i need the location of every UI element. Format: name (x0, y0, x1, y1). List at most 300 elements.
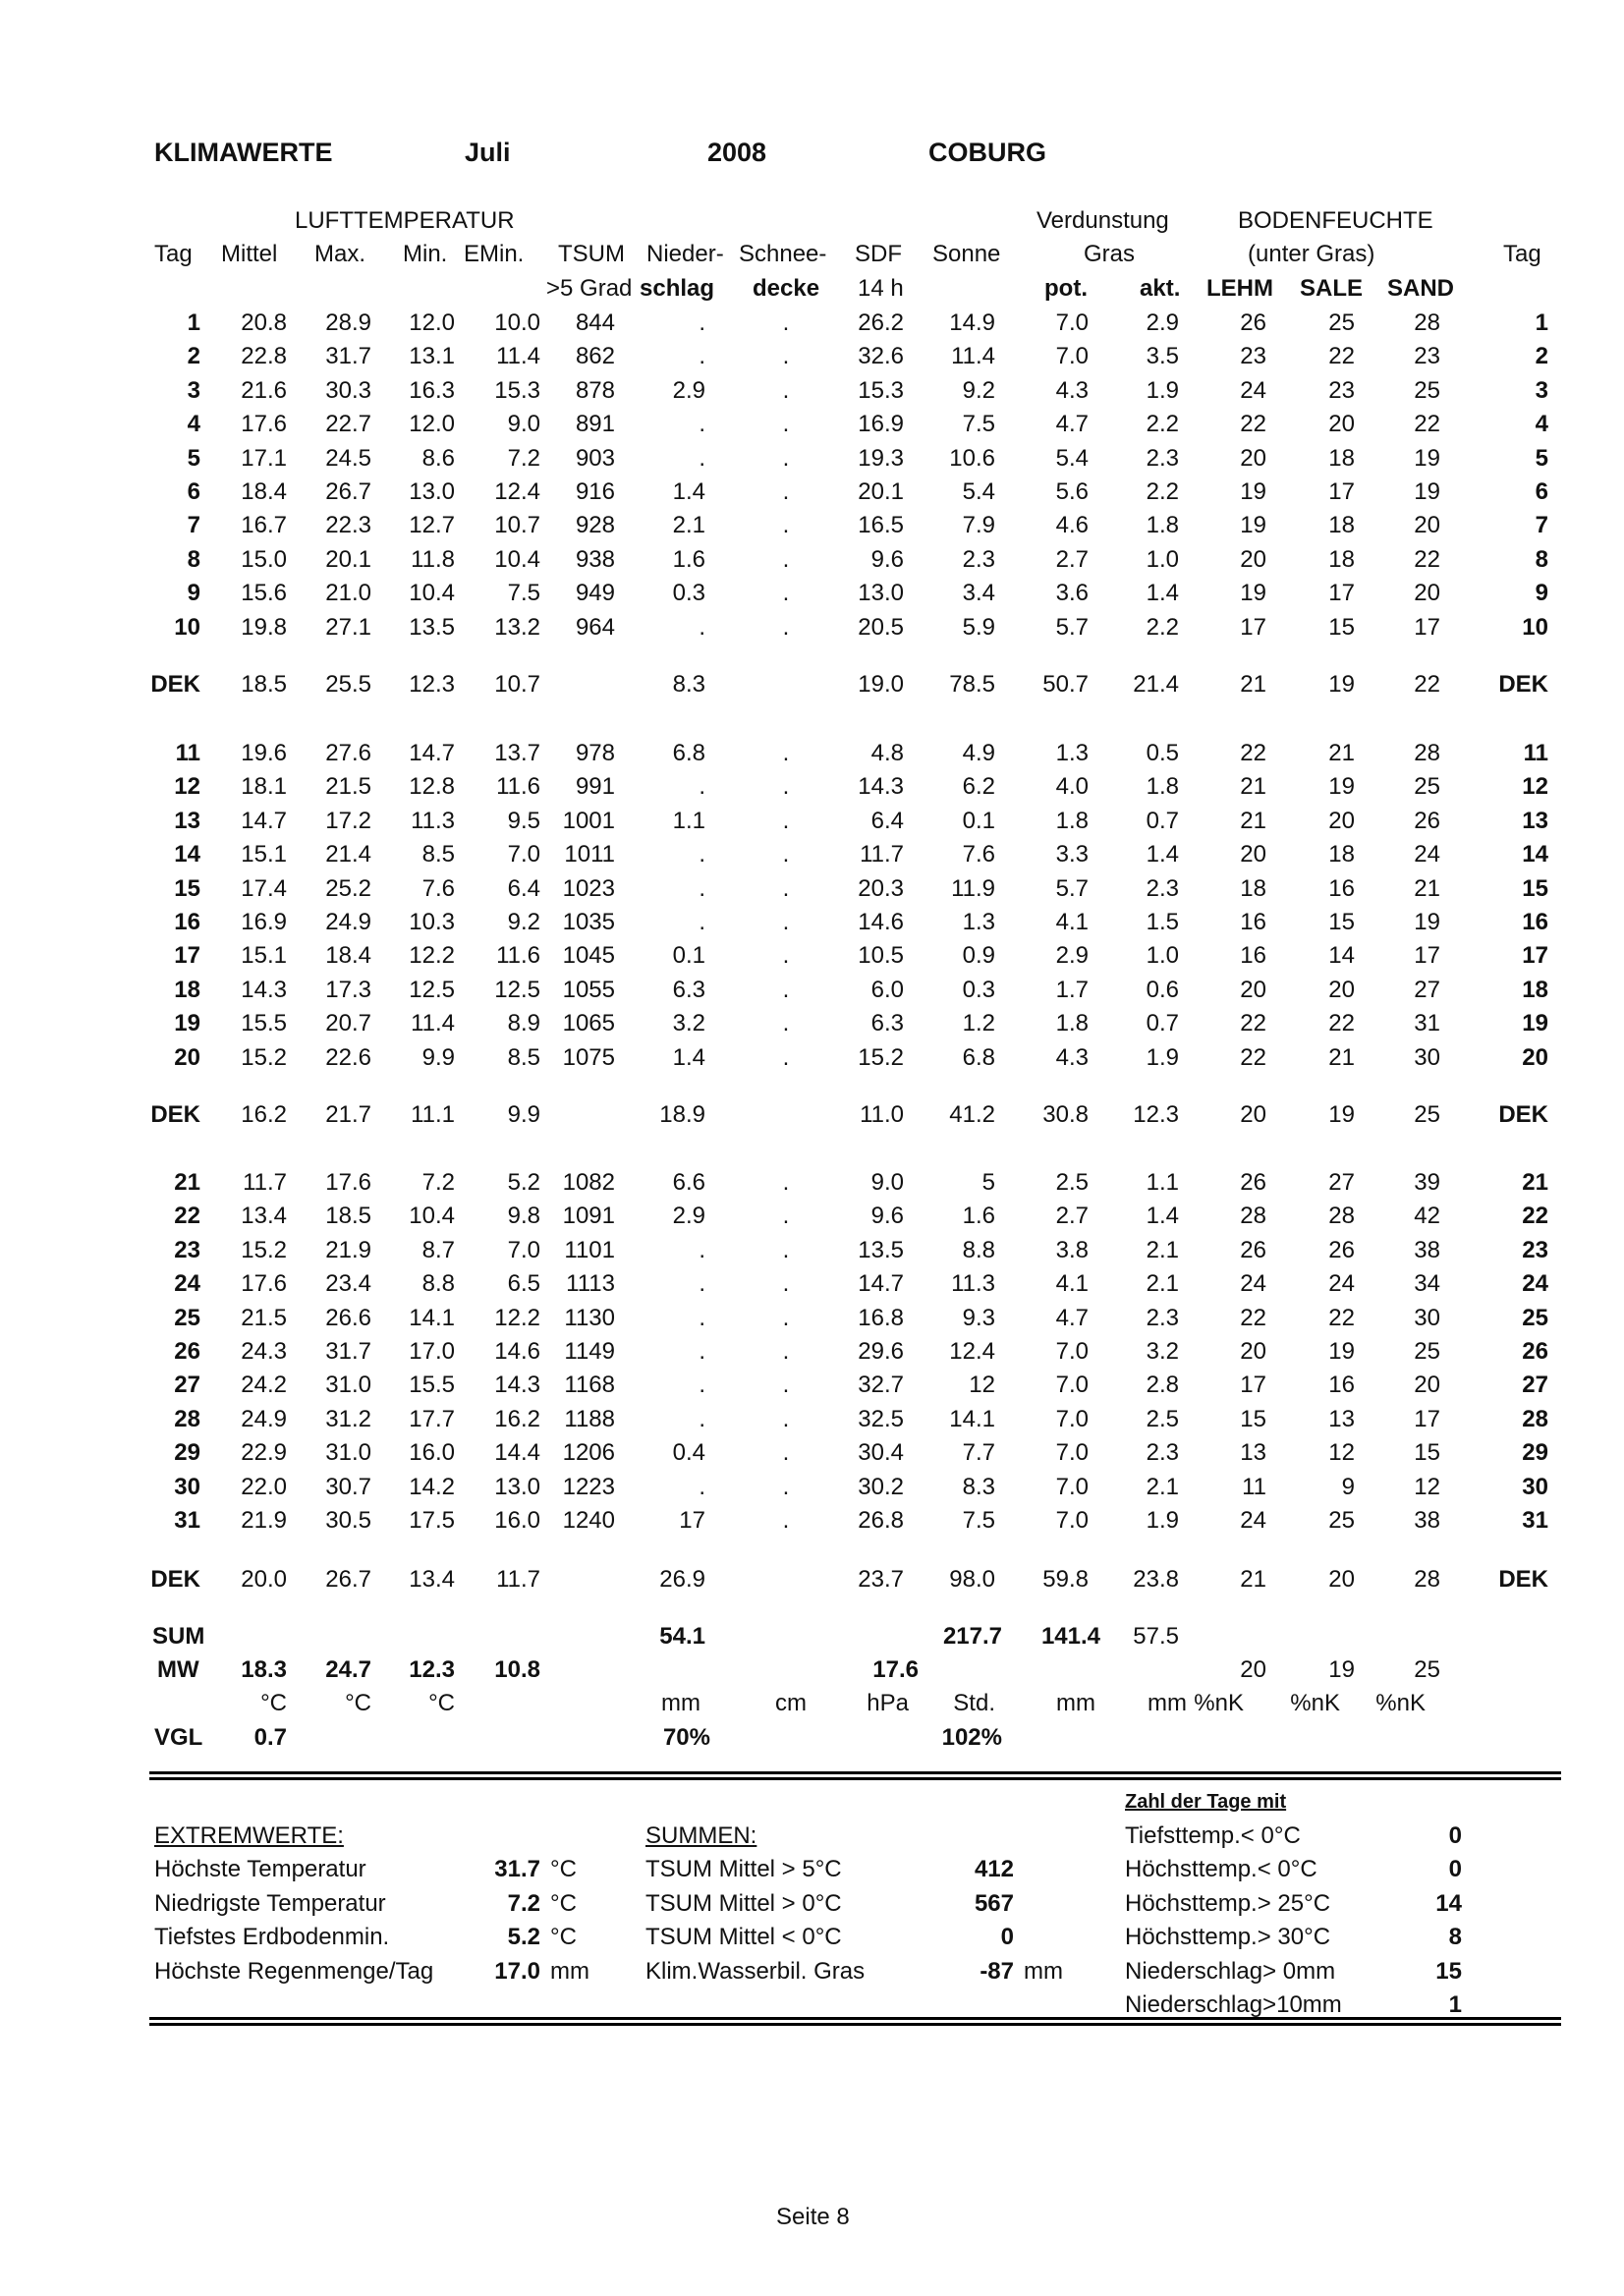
day-row-verd-pot: 7.0 (1055, 1372, 1089, 1399)
dekade-row-max: 25.5 (325, 671, 371, 698)
dekade-row-verd-akt: 12.3 (1133, 1101, 1179, 1128)
day-row-tag-right: 22 (1522, 1203, 1548, 1230)
summen-value: 0 (1000, 1924, 1014, 1951)
day-row-max: 22.3 (325, 512, 371, 539)
day-row-sonne: 7.9 (962, 512, 995, 539)
day-row-mittel: 21.9 (241, 1507, 287, 1534)
day-row-verd-pot: 4.6 (1055, 512, 1089, 539)
day-row-verd-pot: 2.5 (1055, 1169, 1089, 1196)
day-row-tsum: 891 (575, 411, 615, 438)
units-row-max: °C (345, 1690, 371, 1716)
day-row-mittel: 17.4 (241, 874, 287, 902)
day-row-niederschlag: . (699, 343, 705, 370)
day-row-sand: 34 (1414, 1270, 1440, 1298)
tage-value: 1 (1448, 1991, 1462, 2018)
day-row-verd-akt: 2.3 (1146, 1439, 1179, 1467)
day-row-verd-pot: 4.7 (1055, 411, 1089, 438)
day-row-emin: 9.2 (507, 909, 540, 935)
day-row-tag: 9 (187, 580, 200, 607)
day-row-emin: 16.2 (494, 1405, 540, 1432)
day-row-lehm: 18 (1240, 874, 1266, 902)
day-row-verd-akt: 2.3 (1146, 444, 1179, 472)
units-row-sonne: Std. (953, 1690, 995, 1716)
day-row-tag: 5 (187, 444, 200, 472)
day-row-verd-pot: 7.0 (1055, 343, 1089, 370)
day-row-min: 12.0 (409, 411, 455, 438)
day-row-sand: 17 (1414, 942, 1440, 970)
day-row-lehm: 28 (1240, 1203, 1266, 1230)
day-row-sonne: 7.7 (962, 1439, 995, 1467)
day-row-schneedecke: . (782, 1304, 790, 1331)
header-mittel: Mittel (221, 241, 278, 267)
day-row-tag: 1 (187, 309, 200, 336)
day-row-niederschlag: 0.1 (672, 942, 705, 970)
day-row-sonne: 5 (981, 1169, 995, 1196)
day-row-tag: 3 (187, 376, 200, 404)
tage-label: Tiefsttemp.< 0°C (1125, 1822, 1301, 1849)
day-row-tag: 13 (174, 807, 200, 834)
day-row-verd-akt: 2.3 (1146, 874, 1179, 902)
day-row-verd-pot: 4.3 (1055, 1043, 1089, 1071)
day-row-schneedecke: . (782, 1236, 790, 1263)
dekade-row-niederschlag: 26.9 (659, 1566, 705, 1593)
day-row-emin: 7.0 (507, 841, 540, 868)
mw-row-mittel: 18.3 (241, 1656, 287, 1683)
day-row-sdf: 9.0 (870, 1169, 904, 1196)
day-row-tsum: 1223 (562, 1473, 615, 1500)
dekade-row-lehm: 21 (1240, 1566, 1266, 1593)
day-row-max: 31.7 (325, 1338, 371, 1365)
mw-row-max: 24.7 (325, 1656, 371, 1683)
dekade-row-verd-akt: 21.4 (1133, 671, 1179, 698)
day-row-max: 17.6 (325, 1169, 371, 1196)
report-year: 2008 (707, 138, 767, 167)
day-row-niederschlag: . (699, 909, 705, 935)
day-row-sand: 19 (1414, 478, 1440, 505)
day-row-niederschlag: . (699, 773, 705, 801)
day-row-schneedecke: . (782, 976, 790, 1003)
day-row-niederschlag: 6.6 (672, 1169, 705, 1196)
day-row-niederschlag: . (699, 1338, 705, 1365)
day-row-sale: 19 (1328, 773, 1355, 801)
tage-value: 0 (1448, 1822, 1462, 1849)
day-row-mittel: 21.6 (241, 376, 287, 404)
day-row-mittel: 18.4 (241, 478, 287, 505)
day-row-tag: 19 (174, 1010, 200, 1037)
day-row-lehm: 22 (1240, 1043, 1266, 1071)
vgl-row-mittel: 0.7 (253, 1724, 287, 1751)
day-row-tsum: 1130 (564, 1304, 615, 1331)
day-row-lehm: 16 (1240, 909, 1266, 935)
day-row-sale: 19 (1328, 1338, 1355, 1365)
day-row-sale: 17 (1328, 478, 1355, 505)
day-row-schneedecke: . (782, 545, 790, 573)
day-row-emin: 14.3 (494, 1372, 540, 1399)
day-row-verd-pot: 2.7 (1055, 545, 1089, 573)
day-row-max: 31.0 (325, 1439, 371, 1467)
day-row-min: 12.7 (409, 512, 455, 539)
vgl-row-sonne: 102% (941, 1724, 1002, 1751)
extremwerte-value: 5.2 (507, 1924, 540, 1951)
day-row-tsum: 938 (575, 545, 615, 573)
day-row-niederschlag: . (699, 411, 705, 438)
day-row-min: 8.7 (421, 1236, 455, 1263)
day-row-tsum: 1206 (562, 1439, 615, 1467)
day-row-max: 30.5 (325, 1507, 371, 1534)
day-row-verd-pot: 4.3 (1055, 376, 1089, 404)
dekade-row-verd-pot: 30.8 (1042, 1101, 1089, 1128)
day-row-sdf: 16.8 (858, 1304, 904, 1331)
tage-value: 0 (1448, 1856, 1462, 1883)
day-row-sdf: 11.7 (860, 841, 904, 868)
day-row-mittel: 24.3 (241, 1338, 287, 1365)
tage-label: Höchsttemp.< 0°C (1125, 1856, 1317, 1883)
day-row-sdf: 32.7 (858, 1372, 904, 1399)
day-row-min: 11.3 (411, 807, 455, 834)
day-row-verd-pot: 2.9 (1055, 942, 1089, 970)
dekade-row-tag: DEK (150, 1101, 200, 1128)
day-row-schneedecke: . (782, 1507, 790, 1534)
day-row-lehm: 17 (1240, 1372, 1266, 1399)
day-row-niederschlag: . (699, 874, 705, 902)
day-row-sonne: 2.3 (962, 545, 995, 573)
day-row-max: 21.0 (325, 580, 371, 607)
day-row-schneedecke: . (782, 411, 790, 438)
dekade-row-niederschlag: 8.3 (672, 671, 705, 698)
mw-row-min: 12.3 (409, 1656, 455, 1683)
day-row-schneedecke: . (782, 1203, 790, 1230)
day-row-max: 31.2 (325, 1405, 371, 1432)
day-row-max: 22.6 (325, 1043, 371, 1071)
day-row-tag-right: 17 (1522, 942, 1548, 970)
dekade-row-sdf: 23.7 (858, 1566, 904, 1593)
day-row-mittel: 18.1 (241, 773, 287, 801)
dekade-row-lehm: 20 (1240, 1101, 1266, 1128)
units-row-verd-pot: mm (1056, 1690, 1095, 1716)
header-gras: Gras (1084, 241, 1136, 267)
units-row-min: °C (428, 1690, 455, 1716)
day-row-sale: 20 (1328, 411, 1355, 438)
dekade-row-min: 12.3 (409, 671, 455, 698)
day-row-tag-right: 29 (1522, 1439, 1548, 1467)
day-row-min: 12.0 (409, 309, 455, 336)
day-row-sdf: 10.5 (858, 942, 904, 970)
day-row-min: 11.4 (411, 1010, 455, 1037)
day-row-sale: 15 (1328, 909, 1355, 935)
header-sdf-sub: 14 h (858, 275, 904, 302)
header-schnee: Schnee- (739, 241, 827, 267)
day-row-min: 15.5 (409, 1372, 455, 1399)
day-row-schneedecke: . (782, 740, 790, 766)
dekade-row-sonne: 98.0 (949, 1566, 995, 1593)
day-row-max: 22.7 (325, 411, 371, 438)
day-row-emin: 13.7 (494, 740, 540, 766)
day-row-verd-pot: 7.0 (1055, 1473, 1089, 1500)
day-row-verd-akt: 0.5 (1146, 740, 1179, 766)
day-row-sand: 20 (1414, 1372, 1440, 1399)
header-tsum: TSUM (558, 241, 625, 267)
day-row-tsum: 916 (575, 478, 615, 505)
day-row-sdf: 26.2 (858, 309, 904, 336)
day-row-verd-akt: 1.4 (1146, 1203, 1179, 1230)
day-row-mittel: 15.2 (241, 1236, 287, 1263)
dekade-row-niederschlag: 18.9 (659, 1101, 705, 1128)
day-row-sonne: 14.1 (949, 1405, 995, 1432)
day-row-mittel: 22.8 (241, 343, 287, 370)
day-row-niederschlag: 0.3 (672, 580, 705, 607)
day-row-emin: 10.4 (494, 545, 540, 573)
day-row-verd-akt: 0.7 (1146, 807, 1179, 834)
day-row-tag-right: 27 (1522, 1372, 1548, 1399)
day-row-emin: 12.4 (494, 478, 540, 505)
day-row-sand: 25 (1414, 1338, 1440, 1365)
day-row-tag-right: 8 (1535, 545, 1548, 573)
day-row-verd-akt: 1.0 (1146, 942, 1179, 970)
day-row-tsum: 1001 (562, 807, 615, 834)
day-row-verd-pot: 5.7 (1055, 613, 1089, 641)
day-row-lehm: 21 (1240, 773, 1266, 801)
day-row-tag-right: 12 (1522, 773, 1548, 801)
day-row-verd-pot: 7.0 (1055, 309, 1089, 336)
day-row-schneedecke: . (782, 1405, 790, 1432)
day-row-sale: 18 (1328, 841, 1355, 868)
day-row-tag-right: 7 (1535, 512, 1548, 539)
day-row-lehm: 19 (1240, 478, 1266, 505)
header-verdunstung: Verdunstung (1036, 207, 1169, 234)
day-row-max: 23.4 (325, 1270, 371, 1298)
report-month: Juli (465, 138, 511, 167)
day-row-tag-right: 18 (1522, 976, 1548, 1003)
day-row-verd-akt: 2.1 (1146, 1473, 1179, 1500)
mw-row-lehm: 20 (1240, 1656, 1266, 1683)
day-row-mittel: 19.8 (241, 613, 287, 641)
day-row-sdf: 26.8 (858, 1507, 904, 1534)
day-row-min: 7.2 (421, 1169, 455, 1196)
day-row-sale: 24 (1328, 1270, 1355, 1298)
day-row-min: 8.8 (421, 1270, 455, 1298)
day-row-tsum: 1168 (564, 1372, 615, 1399)
sum-row-verd-akt: 57.5 (1133, 1623, 1179, 1650)
day-row-tag-right: 25 (1522, 1304, 1548, 1331)
day-row-emin: 13.0 (494, 1473, 540, 1500)
day-row-sonne: 11.4 (951, 343, 995, 370)
day-row-emin: 6.4 (507, 874, 540, 902)
day-row-tsum: 978 (575, 740, 615, 766)
day-row-verd-akt: 1.4 (1146, 841, 1179, 868)
dekade-row-sand: 25 (1414, 1101, 1440, 1128)
day-row-lehm: 20 (1240, 841, 1266, 868)
day-row-min: 7.6 (421, 874, 455, 902)
extremwerte-label: Höchste Temperatur (154, 1856, 366, 1883)
day-row-lehm: 24 (1240, 1270, 1266, 1298)
day-row-sale: 15 (1328, 613, 1355, 641)
day-row-sonne: 10.6 (949, 444, 995, 472)
day-row-sdf: 13.0 (858, 580, 904, 607)
day-row-verd-pot: 3.6 (1055, 580, 1089, 607)
day-row-tag-right: 15 (1522, 874, 1548, 902)
header-sale: SALE (1300, 275, 1364, 302)
day-row-emin: 5.2 (507, 1169, 540, 1196)
day-row-emin: 9.0 (507, 411, 540, 438)
day-row-emin: 7.2 (507, 444, 540, 472)
extremwerte-value: 7.2 (507, 1889, 540, 1917)
day-row-min: 9.9 (421, 1043, 455, 1071)
day-row-sonne: 6.8 (962, 1043, 995, 1071)
day-row-min: 13.5 (409, 613, 455, 641)
day-row-niederschlag: 1.1 (672, 807, 705, 834)
day-row-sale: 12 (1328, 1439, 1355, 1467)
day-row-sale: 17 (1328, 580, 1355, 607)
day-row-verd-pot: 7.0 (1055, 1439, 1089, 1467)
day-row-niederschlag: . (699, 1372, 705, 1399)
day-row-verd-akt: 0.6 (1146, 976, 1179, 1003)
dekade-row-sale: 19 (1328, 1101, 1355, 1128)
day-row-sdf: 6.0 (870, 976, 904, 1003)
day-row-mittel: 17.6 (241, 411, 287, 438)
day-row-niederschlag: . (699, 1236, 705, 1263)
day-row-tag: 27 (174, 1372, 200, 1399)
day-row-sand: 15 (1414, 1439, 1440, 1467)
day-row-emin: 12.2 (494, 1304, 540, 1331)
day-row-sdf: 20.3 (858, 874, 904, 902)
day-row-tsum: 1055 (562, 976, 615, 1003)
header-nieder-sub: schlag (640, 275, 715, 302)
header-max: Max. (314, 241, 366, 267)
day-row-sand: 12 (1414, 1473, 1440, 1500)
separator-line (149, 2017, 1561, 2020)
day-row-max: 27.6 (325, 740, 371, 766)
day-row-mittel: 16.9 (241, 909, 287, 935)
day-row-min: 17.5 (409, 1507, 455, 1534)
day-row-sonne: 6.2 (962, 773, 995, 801)
day-row-mittel: 11.7 (243, 1169, 287, 1196)
units-row-schneedecke: cm (775, 1690, 807, 1716)
day-row-min: 11.8 (411, 545, 455, 573)
day-row-emin: 8.5 (507, 1043, 540, 1071)
day-row-niederschlag: 6.8 (672, 740, 705, 766)
dekade-row-emin: 10.7 (494, 671, 540, 698)
day-row-sonne: 14.9 (949, 309, 995, 336)
summen-label: Klim.Wasserbil. Gras (645, 1957, 866, 1985)
summen-heading: SUMMEN: (645, 1822, 757, 1849)
day-row-min: 8.5 (421, 841, 455, 868)
day-row-mittel: 17.1 (241, 444, 287, 472)
day-row-sale: 16 (1328, 874, 1355, 902)
day-row-sand: 26 (1414, 807, 1440, 834)
day-row-sale: 22 (1328, 1304, 1355, 1331)
day-row-tag-right: 16 (1522, 909, 1548, 935)
day-row-niederschlag: 1.6 (672, 545, 705, 573)
day-row-sale: 25 (1328, 1507, 1355, 1534)
day-row-sand: 19 (1414, 444, 1440, 472)
dekade-row-emin: 11.7 (496, 1566, 540, 1593)
day-row-min: 14.2 (409, 1473, 455, 1500)
day-row-lehm: 26 (1240, 1236, 1266, 1263)
day-row-mittel: 24.9 (241, 1405, 287, 1432)
day-row-schneedecke: . (782, 343, 790, 370)
day-row-tag-right: 1 (1535, 309, 1548, 336)
day-row-schneedecke: . (782, 580, 790, 607)
day-row-schneedecke: . (782, 309, 790, 336)
day-row-tsum: 1011 (564, 841, 615, 868)
day-row-min: 13.0 (409, 478, 455, 505)
sum-row-niederschlag: 54.1 (659, 1623, 705, 1650)
day-row-sonne: 1.6 (962, 1203, 995, 1230)
day-row-sonne: 11.9 (951, 874, 995, 902)
dekade-row-min: 11.1 (411, 1101, 455, 1128)
day-row-emin: 16.0 (494, 1507, 540, 1534)
report-station: COBURG (928, 138, 1046, 167)
day-row-sale: 18 (1328, 512, 1355, 539)
day-row-sdf: 16.5 (858, 512, 904, 539)
day-row-emin: 9.5 (507, 807, 540, 834)
day-row-lehm: 13 (1240, 1439, 1266, 1467)
day-row-schneedecke: . (782, 1372, 790, 1399)
day-row-niederschlag: . (699, 309, 705, 336)
day-row-verd-akt: 1.5 (1146, 909, 1179, 935)
day-row-lehm: 20 (1240, 976, 1266, 1003)
day-row-sdf: 29.6 (858, 1338, 904, 1365)
day-row-sand: 38 (1414, 1507, 1440, 1534)
sum-row-verd-pot: 141.4 (1040, 1623, 1100, 1650)
day-row-emin: 13.2 (494, 613, 540, 641)
day-row-niederschlag: . (699, 1270, 705, 1298)
day-row-sand: 42 (1414, 1203, 1440, 1230)
day-row-sale: 13 (1328, 1405, 1355, 1432)
day-row-tag-right: 6 (1535, 478, 1548, 505)
day-row-sand: 30 (1414, 1304, 1440, 1331)
day-row-tag: 30 (174, 1473, 200, 1500)
extremwerte-unit: mm (550, 1957, 589, 1985)
day-row-sonne: 12 (969, 1372, 995, 1399)
day-row-sonne: 4.9 (962, 740, 995, 766)
vgl-row-tag: VGL (154, 1724, 203, 1751)
header-sand: SAND (1387, 275, 1455, 302)
tage-label: Höchsttemp.> 30°C (1125, 1924, 1331, 1951)
page-number: Seite 8 (776, 2204, 850, 2230)
day-row-tag-right: 3 (1535, 376, 1548, 404)
day-row-sonne: 1.2 (962, 1010, 995, 1037)
header-tag-right: Tag (1503, 241, 1541, 267)
day-row-tag: 22 (174, 1203, 200, 1230)
day-row-verd-pot: 4.1 (1055, 909, 1089, 935)
day-row-tag: 2 (187, 343, 200, 370)
day-row-lehm: 16 (1240, 942, 1266, 970)
day-row-min: 10.3 (409, 909, 455, 935)
day-row-tag-right: 5 (1535, 444, 1548, 472)
day-row-lehm: 22 (1240, 1010, 1266, 1037)
day-row-emin: 10.0 (494, 309, 540, 336)
day-row-lehm: 15 (1240, 1405, 1266, 1432)
dekade-row-tag: DEK (150, 671, 200, 698)
day-row-sonne: 7.5 (962, 1507, 995, 1534)
day-row-lehm: 26 (1240, 309, 1266, 336)
dekade-row-max: 26.7 (325, 1566, 371, 1593)
day-row-emin: 14.4 (494, 1439, 540, 1467)
day-row-emin: 12.5 (494, 976, 540, 1003)
day-row-mittel: 14.3 (241, 976, 287, 1003)
tage-value: 14 (1435, 1889, 1462, 1917)
day-row-tag: 15 (174, 874, 200, 902)
day-row-verd-akt: 1.4 (1146, 580, 1179, 607)
day-row-tsum: 1035 (562, 909, 615, 935)
day-row-sand: 19 (1414, 909, 1440, 935)
day-row-sdf: 6.4 (870, 807, 904, 834)
day-row-tsum: 1023 (562, 874, 615, 902)
day-row-emin: 11.6 (496, 942, 540, 970)
day-row-mittel: 14.7 (241, 807, 287, 834)
day-row-tsum: 991 (575, 773, 615, 801)
